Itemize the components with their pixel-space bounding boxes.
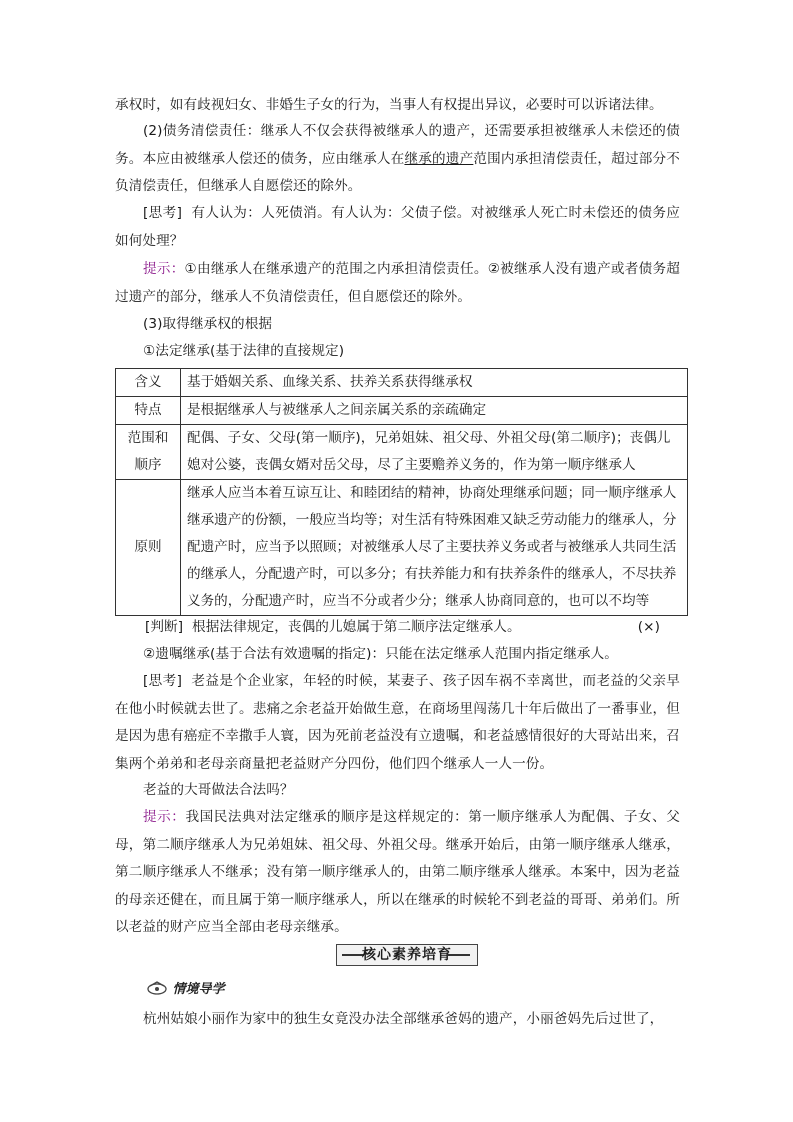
debt-text-after: 范围内承担清偿责任，超过部分不负清偿责任，但继承人自愿偿还的除外。 (115, 150, 681, 194)
think-text: 老益是个企业家，年轻的时候，某妻子、孩子因车祸不幸离世，而老益的父亲早在他小时候就去世了。悲痛之余老益开始做生意，在商场里闯荡几十年后做出了一番事业，但是因为患有癌症不幸撒手人寰，因为死前老益没有立遗嘱，和老益感情很好的大哥站出来，召集两个弟弟和老母亲商量把老益财产分四份，他们四个继承人一人一份。 (115, 673, 680, 772)
paragraph-rights-tail: 承权时，如有歧视妇女、非婚生子女的行为，当事人有权提出异议，必要时可以诉诸法律。 (115, 97, 663, 113)
legal-inheritance-table (115, 368, 688, 616)
table-key: 范围和顺序 (116, 425, 181, 480)
table-value: 基于婚姻关系、血缘关系、扶养关系获得继承权 (181, 369, 688, 397)
think-block-2 (115, 668, 680, 778)
table-value: 继承人应当本着互谅互让、和睦团结的精神，协商处理继承问题；同一顺序继承人继承遗产的份额，一般应当均等；对生活有特殊困难又缺乏劳动能力的继承人，分配遗产时，应当予以照顾；对被继承人尽了主要扶养义务或者与被继承人共同生活的继承人，分配遗产时，可以多分；有扶养能力和有扶养条件的继承人，不尽扶养义务的，分配遗产时，应当不分或者少分；继承人协商同意的，也可以不均等 (181, 480, 688, 616)
scenario-paragraph: 杭州姑娘小丽作为家中的独生女竟没办法全部继承爸妈的遗产，小丽爸妈先后过世了， (143, 1011, 664, 1027)
think-label: [思考] (143, 673, 183, 689)
table-row (116, 425, 688, 480)
table-key: 特点 (116, 397, 181, 425)
think-block-1 (115, 200, 680, 255)
scenario-icon (146, 980, 168, 1000)
will-inheritance-line: ②遗嘱继承(基于合法有效遗嘱的指定)：只能在法定继承人范围内指定继承人。 (143, 646, 618, 662)
hint-block-1 (115, 256, 680, 311)
judge-label: [判断] (145, 619, 184, 635)
question-line: 老益的大哥做法合法吗？ (143, 782, 294, 798)
debt-text-before: (2)债务清偿责任：继承人不仅会获得被继承人的遗产，还需要承担被继承人未偿还的债务。本应由被继承人偿还的债务，应由继承人在 (115, 123, 680, 167)
judge-text: 根据法律规定，丧偶的儿媳属于第二顺序法定继承人。 (192, 619, 521, 635)
table-row (116, 397, 688, 425)
judge-mark: (×) (637, 619, 660, 635)
banner-title: 核心素养培育 (362, 947, 452, 963)
hint-text: 我国民法典对法定继承的顺序是这样规定的：第一顺序继承人为配偶、子女、父母，第二顺序继承人为兄弟姐妹、祖父母、外祖父母。继承开始后，由第一顺序继承人继承，第二顺序继承人不继承；没有第一顺序继承人的，由第二顺序继承人继承。本案中，因为老益的母亲还健在，而且属于第一顺序继承人，所以在继承的时候轮不到老益的哥哥、弟弟们。所以老益的财产应当全部由老母亲继承。 (115, 809, 680, 935)
table-value: 是根据继承人与被继承人之间亲属关系的亲疏确定 (181, 397, 688, 425)
core-literacy-banner (336, 942, 478, 968)
debt-text-underlined: 继承的遗产 (404, 150, 474, 167)
basis-heading: (3)取得继承权的根据 (143, 316, 273, 332)
legal-inheritance-heading: ①法定继承(基于法律的直接规定) (143, 343, 345, 359)
hint-label: 提示： (143, 261, 185, 277)
judge-line (145, 614, 680, 642)
hint-block-2 (115, 804, 680, 942)
table-value: 配偶、子女、父母(第一顺序)，兄弟姐妹、祖父母、外祖父母(第二顺序)；丧偶儿媳对公婆，丧偶女婿对岳父母，尽了主要赡养义务的，作为第一顺序继承人 (181, 425, 688, 480)
section-label: 情境导学 (172, 982, 225, 997)
table-key: 含义 (116, 369, 181, 397)
paragraph-debt-liability (115, 118, 680, 201)
scenario-section-heading (146, 978, 225, 1000)
hint-text: ①由继承人在继承遗产的范围之内承担清偿责任。②被继承人没有遗产或者债务超过遗产的部分，继承人不负清偿责任，但自愿偿还的除外。 (115, 261, 680, 305)
table-row (116, 369, 688, 397)
think-text: 有人认为：人死债消。有人认为：父债子偿。对被继承人死亡时未偿还的债务应如何处理？ (115, 205, 680, 249)
think-label: [思考] (143, 205, 183, 221)
table-key: 原则 (116, 480, 181, 616)
table-row (116, 480, 688, 616)
hint-label: 提示： (143, 809, 186, 825)
